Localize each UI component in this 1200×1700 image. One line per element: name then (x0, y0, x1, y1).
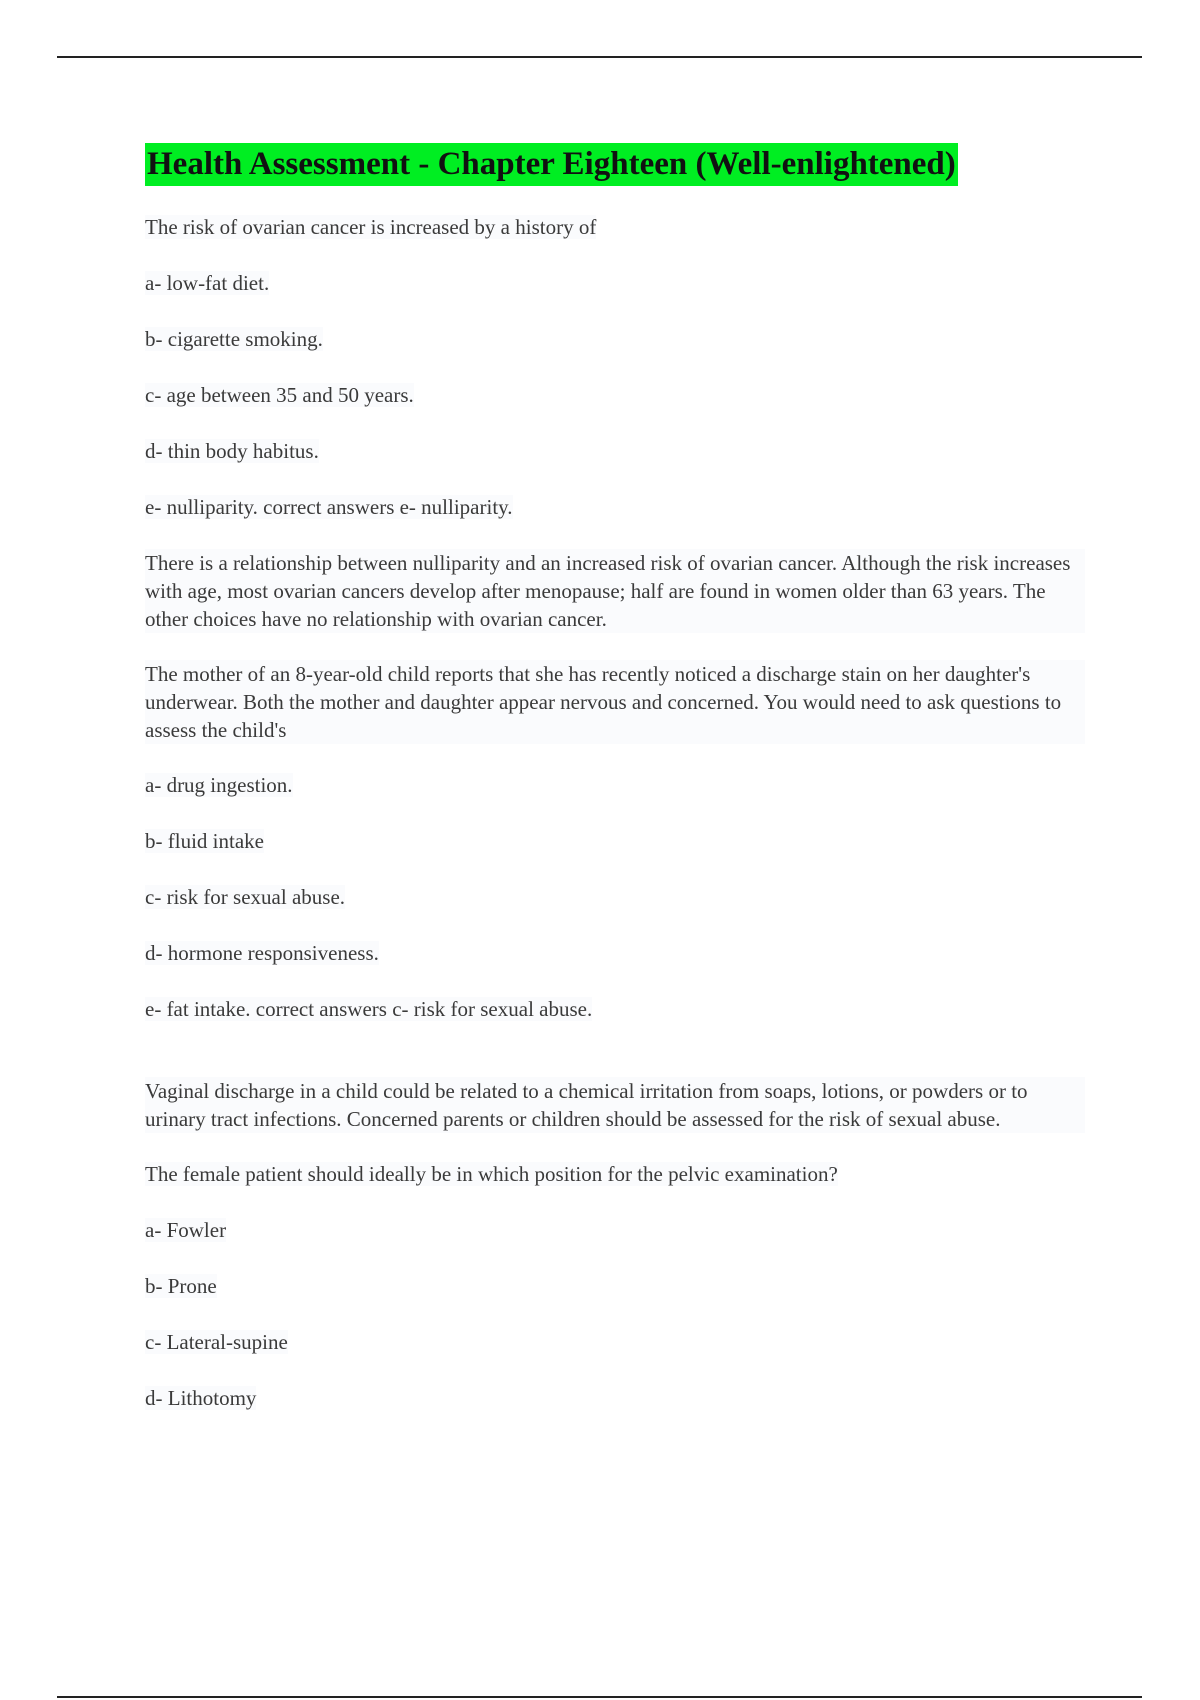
question-1-rationale: There is a relationship between nulliparity and an increased risk of ovarian cancer. Although the risk increases with age, most ovarian cancers develop after menopause; half are found in women older than 63 years. The other choices have no relationship with ovarian cancer. (145, 549, 1085, 633)
question-1-option-c: c- age between 35 and 50 years. (145, 383, 414, 407)
question-1-option-b: b- cigarette smoking. (145, 327, 323, 351)
question-3-option-b: b- Prone (145, 1274, 217, 1298)
question-3-option-d: d- Lithotomy (145, 1386, 257, 1410)
document-title: Health Assessment - Chapter Eighteen (Well-enlightened) (145, 143, 958, 186)
bottom-rule (57, 1696, 1142, 1698)
document-content (145, 143, 1085, 1440)
top-rule (57, 56, 1142, 58)
question-1-option-a: a- low-fat diet. (145, 271, 270, 295)
question-1: The risk of ovarian cancer is increased by a history of (145, 215, 597, 239)
question-1-option-e-answer: e- nulliparity. correct answers e- nulliparity. (145, 495, 513, 519)
question-2: The mother of an 8-year-old child reports that she has recently noticed a discharge stain on her daughter's underwear. Both the mother and daughter appear nervous and concerned. You would need to ask questions to assess the child's (145, 660, 1085, 744)
question-3-option-c: c- Lateral-supine (145, 1330, 288, 1354)
question-3-option-a: a- Fowler (145, 1218, 227, 1242)
question-2-option-c: c- risk for sexual abuse. (145, 885, 346, 909)
question-1-option-d: d- thin body habitus. (145, 439, 319, 463)
question-3: The female patient should ideally be in which position for the pelvic examination? (145, 1162, 838, 1186)
question-2-option-d: d- hormone responsiveness. (145, 941, 379, 965)
question-2-option-e-answer: e- fat intake. correct answers c- risk for sexual abuse. (145, 997, 593, 1021)
question-2-option-a: a- drug ingestion. (145, 773, 293, 797)
question-2-option-b: b- fluid intake (145, 829, 264, 853)
question-2-rationale: Vaginal discharge in a child could be related to a chemical irritation from soaps, lotions, or powders or to urinary tract infections. Concerned parents or children should be assessed for the risk of sexual abuse. (145, 1077, 1085, 1133)
